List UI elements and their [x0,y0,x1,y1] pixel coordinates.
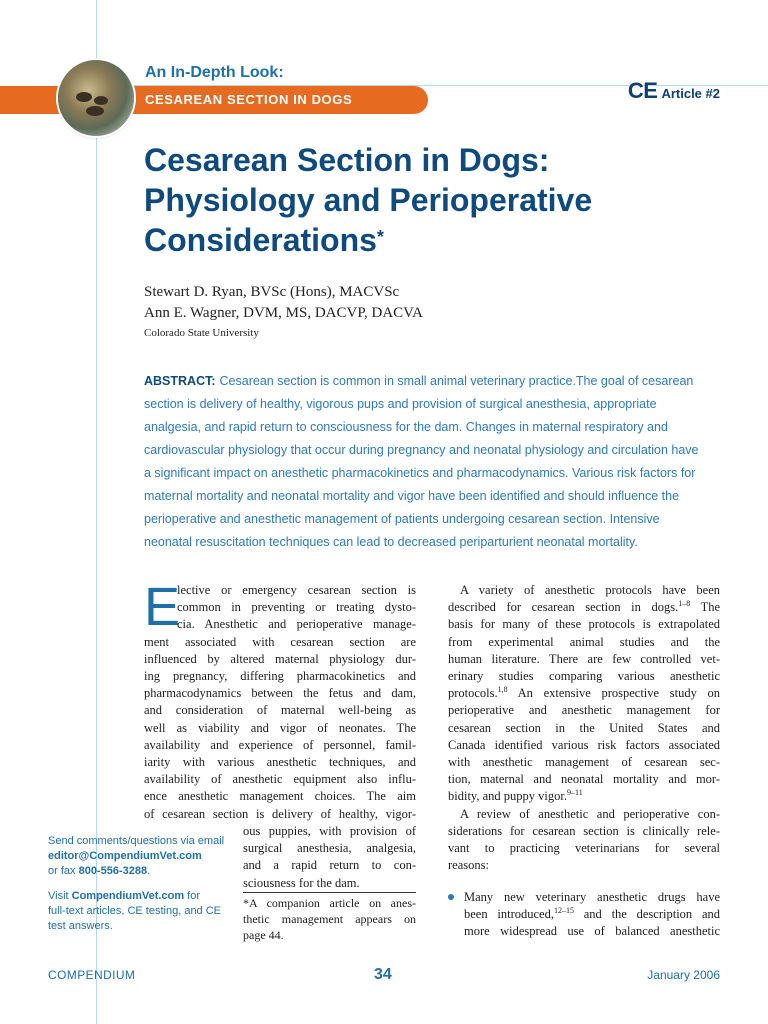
text-line: cia. Anesthetic and perioperative manage- [177,617,416,632]
text-line: Many new veterinary anesthetic drugs have [464,890,720,904]
text-segment: The [690,600,720,615]
contact-sidebar [48,834,228,934]
body-column-right [448,582,720,874]
citation: 1–8 [678,599,691,609]
title-line-text: Considerations [144,222,377,258]
fax-number: 800-556-3288 [78,865,148,877]
text-line: of cesarean section is delivery of healthy, vigor- [144,806,416,821]
fax-prefix: or fax [48,865,79,877]
puppy-shape [76,92,92,102]
affiliation: Colorado State University [144,327,259,339]
section-bar-label: CESAREAN SECTION IN DOGS [145,92,353,107]
spacer [48,879,228,889]
abstract-line: section is delivery of healthy, vigorous pups and provision of surgical anesthesia, appropriate [144,397,657,411]
puppies-photo-badge [58,60,134,136]
text-line: well as viability and vigor of neonates. The [144,720,416,735]
visit-suffix: for [184,890,201,902]
text-line: Canada identified various risk factors associated [448,737,720,752]
footnote-divider [243,892,416,893]
citation: 12–15 [553,906,574,916]
citation: 1,8 [497,685,508,695]
body-column-left-continued [243,823,416,892]
text-line: cesarean section in the United States and [448,720,720,735]
abstract-label: ABSTRACT: [144,374,216,388]
title-line [144,220,734,260]
drop-cap: E [144,577,181,637]
sidebar-line: Send comments/questions via email [48,835,225,847]
bullet-dot-icon [448,894,454,900]
text-line: ous puppies, with provision of [243,824,416,838]
abstract-line: maternal mortality and neonatal mortality and vigor have been identified and should influence the [144,489,680,503]
abstract-line: neonatal resuscitation techniques can lead to decreased periparturient neonatal mortality. [144,535,638,549]
bullet-item [448,889,720,941]
text-line: tion, maternal and neonatal mortality and mor- [448,772,720,787]
article-number: Article #2 [661,86,720,101]
sidebar-line: full-text articles, CE testing, and CE [48,905,222,917]
text-segment: been introduced, [464,907,554,922]
footnote-line: page 44. [243,928,284,942]
kicker: An In-Depth Look: [145,64,284,81]
text-line: pharmacodynamics between the fetus and dam, [144,686,416,701]
abstract-line: a significant impact on anesthetic pharmacokinetics and pharmacodynamics. Various risk factors for [144,466,696,480]
abstract [144,370,724,554]
footnote [243,895,416,943]
text-line [448,685,720,702]
text-line: with anesthetic management of cesarean sec- [448,755,720,770]
text-line: and a rapid return to con- [243,858,416,873]
sidebar-line [48,864,228,879]
text-segment: bidity, and puppy vigor. [448,789,567,804]
puppy-shape [94,96,108,105]
journal-name: COMPENDIUM [48,968,136,982]
text-line [464,906,720,923]
text-line: iarity with various anesthetic techniques, and [144,755,416,770]
text-line: common in preventing or treating dysto- [177,600,416,615]
text-line: availability of anesthetic equipment also influ- [144,772,416,787]
title-asterisk: * [376,227,384,247]
visit-prefix: Visit [48,890,72,902]
fax-suffix: . [147,865,151,877]
ce-article-label [628,78,720,104]
text-line: vant to practicing veterinarians for several [448,841,720,856]
sidebar-email-link[interactable] [48,849,228,864]
text-line [448,788,720,805]
issue-date: January 2006 [647,968,720,982]
text-line: human literature. There are few controlled vet- [448,651,720,666]
text-line: A variety of anesthetic protocols have been [460,583,720,597]
page-number: 34 [374,966,392,983]
text-line: ence anesthetic management choices. The aim [144,789,416,804]
abstract-line: cardiovascular physiology that occur during pregnancy and neonatal physiology and circulation have [144,443,699,457]
text-segment: described for cesarean section in dogs. [448,600,679,615]
text-line: lective or emergency cesarean section is [177,583,416,597]
text-line: surgical anesthesia, analgesia, [243,841,416,856]
text-line: influenced by altered maternal physiology dur- [144,651,416,666]
text-line: ing pregnancy, differing pharmacokinetics and [144,669,416,684]
citation: 9–11 [566,788,583,798]
text-segment: and the description and [573,907,720,922]
article-title [144,140,734,260]
text-line: perioperative and anesthetic management for [448,703,720,718]
text-line: availability and experience of personnel, famil- [144,737,416,752]
email-link[interactable]: editor@CompendiumVet.com [48,850,202,862]
text-segment: protocols. [448,686,498,701]
body-column-left [144,577,416,823]
author: Stewart D. Ryan, BVSc (Hons), MACVSc [144,284,400,300]
abstract-line: perioperative and anesthetic management of patients undergoing cesarean section. Intensive [144,512,660,526]
text-segment: An extensive prospective study on [507,686,720,701]
text-line: A review of anesthetic and perioperative con- [460,806,720,821]
text-line: ment associated with cesarean section are [144,634,416,649]
abstract-line [144,370,724,393]
text-line: reasons: [448,858,489,873]
author-list [144,282,423,324]
text-line: siderations for cesarean section is clinically rele- [448,823,720,838]
puppy-shape [86,106,104,116]
abstract-text: Cesarean section is common in small animal veterinary practice.The goal of cesarean [219,374,694,388]
text-line: erinary studies comparing various anesthetic [448,669,720,684]
text-line: and consideration of maternal well-being as [144,703,416,718]
website-link[interactable]: CompendiumVet.com [71,890,185,902]
bullet-body [464,889,720,941]
ce-mark: CE [627,78,658,103]
footnote-line: *A companion article on anes- [243,896,416,910]
sidebar-line [48,889,228,904]
text-line [448,599,720,616]
text-line: basis for many of these protocols is extrapolated [448,617,720,632]
text-line: from experimental animal studies and the [448,634,720,649]
text-line: more widespread use of balanced anesthetic [464,924,720,939]
title-line: Physiology and Perioperative [144,182,593,218]
author: Ann E. Wagner, DVM, MS, DACVP, DACVA [144,305,423,321]
sidebar-line: test answers. [48,920,113,932]
footnote-line: thetic management appears on [243,912,416,926]
title-line: Cesarean Section in Dogs: [144,142,550,178]
text-line: sciousness for the dam. [243,875,360,890]
abstract-line: analgesia, and rapid return to consciousness for the dam. Changes in maternal respiratory and [144,420,668,434]
